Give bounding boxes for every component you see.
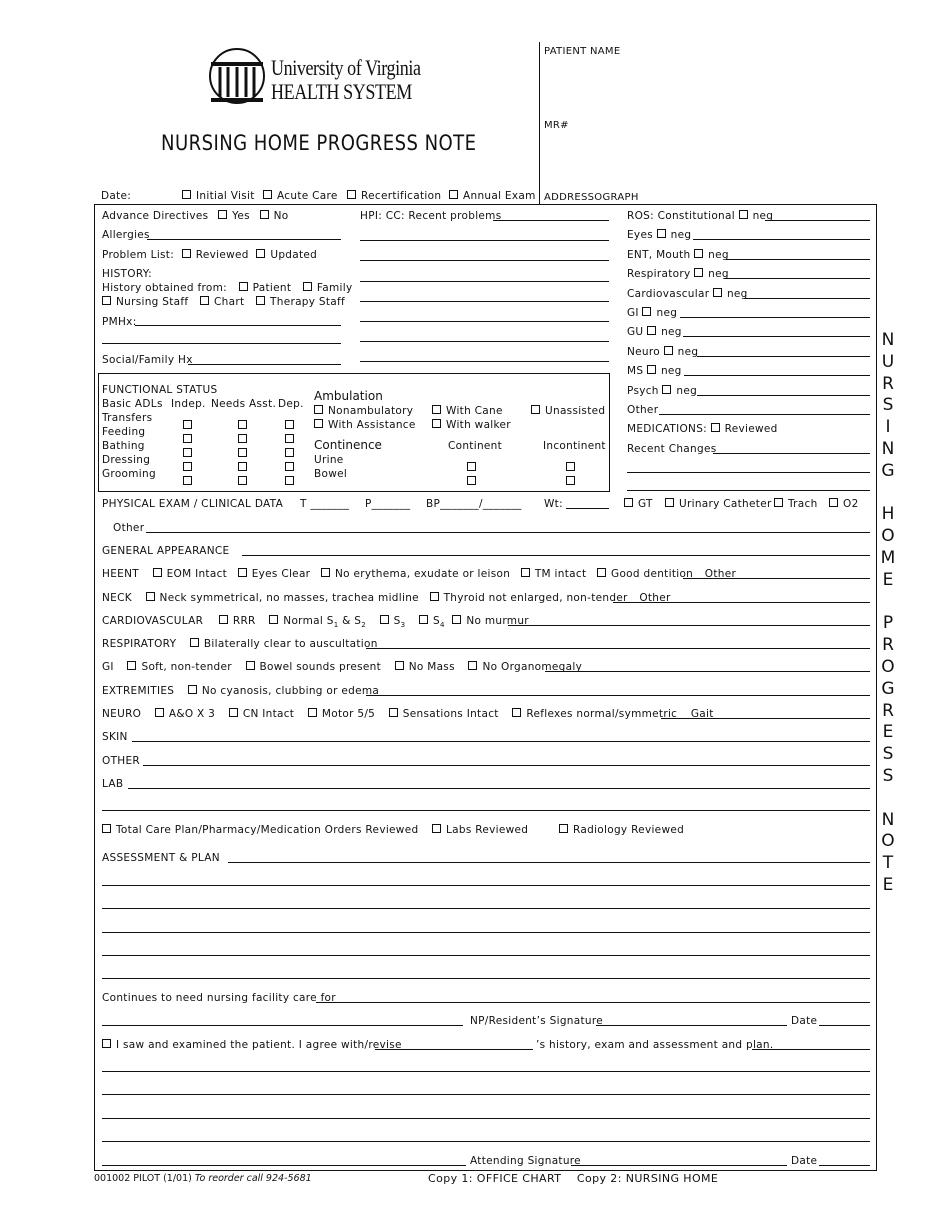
pmhx-label: PMHx: [102, 316, 137, 328]
checkbox-icon[interactable] [664, 346, 673, 355]
checkbox-icon[interactable] [647, 365, 656, 374]
continent-header: Continent [448, 440, 503, 452]
trach-check[interactable]: Trach [774, 498, 818, 510]
pulse-field[interactable]: P_______ [365, 498, 411, 510]
urine-label: Urine [314, 454, 344, 466]
checkbox-icon[interactable] [647, 326, 656, 335]
bowel-label: Bowel [314, 468, 348, 480]
ambulation-label: Ambulation [314, 389, 383, 403]
ros-gu: GU neg [627, 326, 682, 338]
ros-line[interactable] [697, 395, 870, 396]
ros-line[interactable] [627, 490, 870, 491]
checkbox-icon[interactable] [146, 592, 155, 601]
checkbox-icon[interactable] [127, 661, 136, 670]
checkbox-icon[interactable] [314, 405, 323, 414]
total-care-check[interactable]: Total Care Plan/Pharmacy/Medication Orders Reviewed [102, 824, 418, 836]
date-label: Date: [101, 190, 132, 202]
checkbox-icon[interactable] [559, 824, 568, 833]
assessment-line-2[interactable] [102, 908, 870, 909]
amb-with-walker[interactable]: With walker [432, 419, 511, 431]
resp-row: RESPIRATORY Bilaterally clear to auscultation [102, 638, 378, 650]
checkbox-icon[interactable] [694, 268, 703, 277]
checkbox-icon[interactable] [711, 423, 720, 432]
checkbox-icon[interactable] [239, 282, 248, 291]
np-sig-label: NP/Resident’s Signature [470, 1015, 603, 1027]
adl-row: Dressing [102, 454, 151, 466]
checkbox-icon[interactable] [182, 190, 191, 199]
checkbox-icon[interactable] [347, 190, 356, 199]
copies-label: Copy 1: OFFICE CHART Copy 2: NURSING HOME [428, 1172, 719, 1185]
ros-line[interactable] [683, 336, 870, 337]
checkbox-icon[interactable] [419, 615, 428, 624]
indep-header: Indep. [171, 398, 206, 410]
ros-line[interactable] [693, 239, 870, 240]
attest-line-2[interactable] [102, 1094, 870, 1095]
checkbox-icon[interactable] [246, 661, 255, 670]
heent-line[interactable] [683, 578, 870, 579]
advance-directives: Advance Directives Yes No [102, 210, 289, 222]
ros-line[interactable] [765, 220, 870, 221]
adl-row: Transfers [102, 412, 153, 424]
form-code: 001002 PILOT (1/01) To reorder call 924-5681 [94, 1173, 312, 1184]
checkbox-icon[interactable] [531, 405, 540, 414]
hpi-line-0[interactable] [493, 220, 609, 221]
hpi-line-7[interactable] [360, 361, 609, 362]
history-from-2: Nursing Staff Chart Therapy Staff [102, 296, 345, 308]
attending-date-label: Date [791, 1155, 818, 1167]
skin-line[interactable] [132, 741, 870, 742]
hpi-label: HPI: CC: Recent problems [360, 210, 502, 222]
skin-label: SKIN [102, 731, 128, 743]
saw-line-2[interactable] [752, 1049, 870, 1050]
checkbox-icon[interactable] [624, 498, 633, 507]
problem-list: Problem List: Reviewed Updated [102, 249, 318, 261]
gait-line[interactable] [661, 718, 870, 719]
ros-line[interactable] [724, 278, 870, 279]
checkbox-icon[interactable] [183, 476, 192, 485]
neck-row: NECK Neck symmetrical, no masses, trachea midline Thyroid not enlarged, non-tender Other [102, 592, 671, 604]
checkbox-icon[interactable] [155, 708, 164, 717]
hpi-line-3[interactable] [360, 281, 609, 282]
visit-initial[interactable]: Initial Visit [182, 190, 255, 202]
checkbox-icon[interactable] [430, 592, 439, 601]
attending-date-line[interactable] [819, 1165, 870, 1166]
checkbox-icon[interactable] [662, 385, 671, 394]
checkbox-icon[interactable] [238, 476, 247, 485]
checkbox-icon[interactable] [566, 476, 575, 485]
checkbox-icon[interactable] [389, 708, 398, 717]
ext-line[interactable] [366, 695, 870, 696]
attest-line-4[interactable] [102, 1141, 870, 1142]
pmhx-line[interactable] [135, 325, 341, 326]
logo [208, 47, 438, 107]
ros-ent: ENT, Mouth neg [627, 249, 729, 261]
ros-line[interactable] [627, 472, 870, 473]
continues-line[interactable] [316, 1002, 870, 1003]
medications: MEDICATIONS: Reviewed [627, 423, 778, 435]
amb-with-cane[interactable]: With Cane [432, 405, 503, 417]
attending-sig-label: Attending Signature [470, 1155, 581, 1167]
dep-header: Dep. [278, 398, 304, 410]
checkbox-icon[interactable] [657, 229, 666, 238]
checkbox-icon[interactable] [102, 296, 111, 305]
hpi-line-4[interactable] [360, 301, 609, 302]
ros-line[interactable] [726, 259, 870, 260]
checkbox-icon[interactable] [200, 296, 209, 305]
checkbox-icon[interactable] [308, 708, 317, 717]
heent-row: HEENT EOM Intact Eyes Clear No erythema, exudate or leison TM intact Good dentition Other [102, 568, 737, 580]
np-date-label: Date [791, 1015, 818, 1027]
incontinent-header: Incontinent [543, 440, 606, 452]
checkbox-icon[interactable] [395, 661, 404, 670]
checkbox-icon[interactable] [468, 661, 477, 670]
recent-changes: Recent Changes [627, 443, 717, 455]
checkbox-icon[interactable] [314, 419, 323, 428]
checkbox-icon[interactable] [229, 708, 238, 717]
checkbox-icon[interactable] [218, 210, 227, 219]
mr-label: MR# [544, 120, 569, 131]
continues-label: Continues to need nursing facility care for [102, 992, 336, 1004]
saw-check[interactable]: I saw and examined the patient. I agree with/revise [102, 1039, 402, 1051]
attending-sig-line[interactable] [102, 1165, 466, 1166]
assessment-line-1[interactable] [102, 885, 870, 886]
checkbox-icon[interactable] [321, 568, 330, 577]
checkbox-icon[interactable] [238, 568, 247, 577]
checkbox-icon[interactable] [432, 824, 441, 833]
checkbox-icon[interactable] [285, 476, 294, 485]
ros-line[interactable] [684, 375, 870, 376]
gi-line[interactable] [545, 671, 870, 672]
assessment-label: ASSESSMENT & PLAN [102, 852, 220, 864]
checkbox-icon[interactable] [449, 190, 458, 199]
assessment-line-5[interactable] [102, 978, 870, 979]
visit-annual[interactable]: Annual Exam [449, 190, 536, 202]
gi-row: GI Soft, non-tender Bowel sounds present No Mass No Organomegaly [102, 661, 583, 673]
checkbox-icon[interactable] [256, 249, 265, 258]
checkbox-icon[interactable] [432, 419, 441, 428]
checkbox-icon[interactable] [188, 685, 197, 694]
ros-other: Other [627, 404, 659, 416]
checkbox-icon[interactable] [597, 568, 606, 577]
allergies-line[interactable] [147, 239, 341, 240]
checkbox-icon[interactable] [774, 498, 783, 507]
ros-line[interactable] [697, 356, 870, 357]
visit-acute[interactable]: Acute Care [263, 190, 338, 202]
history-label: HISTORY: [102, 268, 152, 280]
ros-line[interactable] [680, 317, 870, 318]
urinary-check[interactable]: Urinary Catheter [665, 498, 772, 510]
checkbox-icon[interactable] [182, 249, 191, 258]
logo-line2: HEALTH SYSTEM [271, 79, 412, 104]
checkbox-icon[interactable] [739, 210, 748, 219]
checkbox-icon[interactable] [521, 568, 530, 577]
functional-title: FUNCTIONAL STATUS [102, 384, 218, 396]
attest-line-3[interactable] [102, 1118, 870, 1119]
ros-line[interactable] [744, 298, 870, 299]
checkbox-icon[interactable] [153, 568, 162, 577]
continence-label: Continence [314, 438, 382, 452]
checkbox-icon[interactable] [102, 1039, 111, 1048]
checkbox-icon[interactable] [512, 708, 521, 717]
basic-adls: Basic ADLs [102, 398, 163, 410]
assessment-line-0[interactable] [228, 862, 870, 863]
np-sig-line-2[interactable] [596, 1025, 787, 1026]
radiology-check[interactable]: Radiology Reviewed [559, 824, 684, 836]
checkbox-icon[interactable] [219, 615, 228, 624]
ros-line[interactable] [659, 414, 870, 415]
gt-check[interactable]: GT [624, 498, 653, 510]
history-from: History obtained from: Patient Family [102, 282, 353, 294]
temp-field[interactable]: T _______ [300, 498, 350, 510]
o2-check[interactable]: O2 [829, 498, 859, 510]
ros-cardio: Cardiovascular neg [627, 288, 748, 300]
checkbox-icon[interactable] [432, 405, 441, 414]
checkbox-icon[interactable] [260, 210, 269, 219]
neck-line[interactable] [613, 602, 870, 603]
general-appearance-label: GENERAL APPEARANCE [102, 545, 230, 557]
needs-asst-header: Needs Asst. [211, 398, 277, 410]
rotunda-logo-icon [208, 47, 266, 105]
checkbox-icon[interactable] [467, 476, 476, 485]
wt-label: Wt: [544, 498, 563, 510]
patient-name-label: PATIENT NAME [544, 46, 621, 57]
lab-line[interactable] [128, 788, 870, 789]
saw-end: ’s history, exam and assessment and plan. [536, 1039, 774, 1051]
adl-row: Grooming [102, 468, 156, 480]
page-title: NURSING HOME PROGRESS NOTE [161, 131, 477, 155]
checkbox-icon[interactable] [694, 249, 703, 258]
checkbox-icon[interactable] [380, 615, 389, 624]
checkbox-icon[interactable] [269, 615, 278, 624]
addressograph-label: ADDRESSOGRAPH [544, 192, 639, 203]
checkbox-icon[interactable] [190, 638, 199, 647]
amb-nonambulatory[interactable]: Nonambulatory [314, 405, 413, 417]
logo-line1: University of Virginia [271, 55, 421, 80]
hpi-line-1[interactable] [360, 240, 609, 241]
pmhx-line-2[interactable] [102, 343, 341, 344]
np-sig-line[interactable] [102, 1025, 463, 1026]
cardio-line[interactable] [508, 625, 870, 626]
ros-ms: MS neg [627, 365, 682, 377]
adl-row: Feeding [102, 426, 146, 438]
labs-reviewed-check[interactable]: Labs Reviewed [432, 824, 528, 836]
ros-constitutional: ROS: Constitutional neg [627, 210, 774, 222]
ros-eyes: Eyes neg [627, 229, 692, 241]
assessment-line-3[interactable] [102, 932, 870, 933]
checkbox-icon[interactable] [665, 498, 674, 507]
ros-neuro: Neuro neg [627, 346, 699, 358]
attest-line-1[interactable] [102, 1071, 870, 1072]
ext-row: EXTREMITIES No cyanosis, clubbing or edema [102, 685, 380, 697]
bp-field[interactable]: BP_______/_______ [426, 498, 522, 510]
ros-psych: Psych neg [627, 385, 698, 397]
checkbox-icon[interactable] [452, 615, 461, 624]
cardio-row: CARDIOVASCULAR RRR Normal $S_1$ & $S_2$ $S_3$ $S_4$ No murmur [102, 615, 529, 630]
checkbox-icon[interactable] [829, 498, 838, 507]
assessment-line-4[interactable] [102, 955, 870, 956]
other-line[interactable] [143, 765, 870, 766]
social-label: Social/Family Hx [102, 354, 193, 366]
checkbox-icon[interactable] [263, 190, 272, 199]
lab-line-2[interactable] [102, 810, 870, 811]
ros-line[interactable] [713, 453, 870, 454]
checkbox-icon[interactable] [713, 288, 722, 297]
general-line[interactable] [242, 555, 870, 556]
neuro-row: NEURO A&O X 3 CN Intact Motor 5/5 Sensations Intact Reflexes normal/symmetric Gait [102, 708, 714, 720]
allergies-label: Allergies [102, 229, 150, 241]
other-label: OTHER [102, 755, 141, 767]
lab-label: LAB [102, 778, 124, 790]
checkbox-icon[interactable] [642, 307, 651, 316]
social-line[interactable] [188, 364, 341, 365]
amb-with-assistance[interactable]: With Assistance [314, 419, 416, 431]
attending-sig-line-2[interactable] [571, 1165, 787, 1166]
adl-row: Bathing [102, 440, 145, 452]
physical-exam-label: PHYSICAL EXAM / CLINICAL DATA [102, 498, 284, 510]
np-date-line[interactable] [819, 1025, 870, 1026]
wt-line[interactable] [566, 508, 609, 509]
checkbox-icon[interactable] [303, 282, 312, 291]
hpi-line-6[interactable] [360, 341, 609, 342]
ros-resp: Respiratory neg [627, 268, 729, 280]
hpi-line-2[interactable] [360, 260, 609, 261]
amb-unassisted[interactable]: Unassisted [531, 405, 605, 417]
other-exam-label: Other [113, 522, 145, 534]
other-exam-line[interactable] [146, 532, 870, 533]
resp-line[interactable] [366, 648, 870, 649]
checkbox-icon[interactable] [256, 296, 265, 305]
hpi-line-5[interactable] [360, 321, 609, 322]
ros-gi: GI neg [627, 307, 678, 319]
checkbox-icon[interactable] [102, 824, 111, 833]
saw-line[interactable] [375, 1049, 533, 1050]
side-title: N U R S I N G H O M E P R O G R E S S N O T E [880, 330, 896, 895]
visit-recert[interactable]: Recertification [347, 190, 441, 202]
